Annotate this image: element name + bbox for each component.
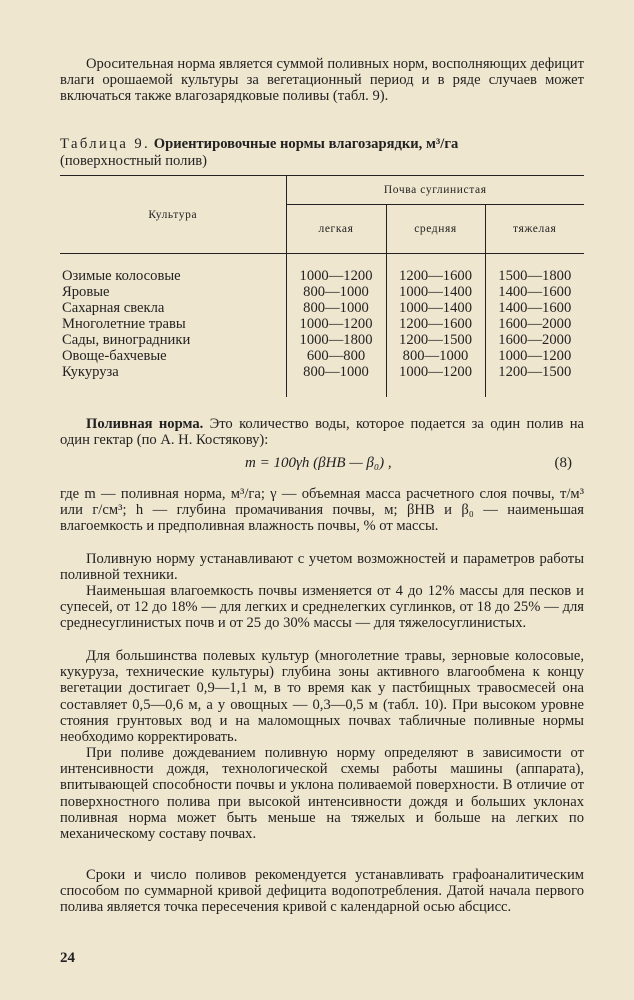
col-medium-header: средняя [386,205,485,254]
paragraph-3: Для большинства полевых культур (многолетние травы, зерновые колосовые, кукуруза, технические культуры) глубина зоны активного влагообмена к концу вегетации достигает 0,9—1,1 м, в то время как у пастбищных травосмесей она составляет 0,5—0,6 м, а у овощных — 0,3—0,5 м (табл. 10). При высоком уровне стояния грунтовых вод и на маломощных почвах табличные поливные нормы необходимо корректировать. [60,648,584,746]
where-paragraph: где m — поливная норма, м³/га; γ — объемная масса расчетного слоя почвы, т/м³ или г/см³; h — глубина промачивания почвы, м; βНВ и β₀ — наименьшая влагоемкость и предполивная влажность почвы, % от массы. [60,486,584,535]
table-cell: Кукуруза [62,364,119,380]
table-cell: 1000—1200 [498,348,572,364]
table-cell: 1200—1500 [498,364,572,380]
table-cell: 600—800 [306,348,366,364]
table-cell: 800—1000 [402,348,469,364]
table-cell: Озимые колосовые [62,268,181,284]
col-light-header: легкая [286,205,386,254]
table-cell: 1500—1800 [498,268,572,284]
table-cell: Сахарная свекла [62,300,165,316]
irrigation-norms-table [60,175,584,397]
paragraph-1: Поливную норму устанавливают с учетом возможностей и параметров работы поливной техники. [60,551,584,584]
paragraph-5: Сроки и число поливов рекомендуется устанавливать графоаналитическим способом по суммарной кривой дефицита водопотребления. Датой начала первого полива является точка пересечения кривой с календарной осью абсцисс. [60,867,584,916]
table-cell: 1200—1500 [399,332,472,348]
table-cell: 1200—1600 [399,316,472,332]
crop-column [60,254,286,398]
col-group-header: Почва суглинистая [286,176,584,205]
intro-paragraph: Оросительная норма является суммой поливных норм, восполняющих дефицит влаги орошаемой культуры за вегетационный период и в ряде случаев может включаться также влагозарядковые поливы (табл. 9). [60,56,584,105]
table-cell: 1000—1200 [299,316,373,332]
table-cell: Многолетние травы [62,316,186,332]
table-cell: 1000—1200 [399,364,472,380]
table-cell: 800—1000 [303,300,369,316]
paragraph-2: Наименьшая влагоемкость почвы изменяется от 4 до 12% массы для песков и супесей, от 12 до 18% — для легких и среднелегких суглинков, от 18 до 25% — для среднесуглинистых почв и от 25 до 30% массы — для тяжелосуглинистых. [60,583,584,632]
page-number: 24 [60,950,75,966]
table-cell: Овоще-бахчевые [62,348,167,364]
table-cell: Яровые [62,284,110,300]
table-cell: 1000—1200 [299,268,373,284]
polivnaya-paragraph [60,416,584,448]
formula-number: (8) [554,455,572,471]
table-cell: Сады, виноградники [62,332,191,348]
table-cell: 1400—1600 [498,284,572,300]
table-caption-sub: (поверхностный полив) [60,153,207,169]
table-cell: 800—1000 [303,284,369,300]
table-caption [60,136,584,170]
col-heavy-header: тяжелая [485,205,584,254]
formula-expression: m = 100γh (βНВ — β₀) , [245,455,392,471]
table-cell: 1000—1400 [399,300,472,316]
table-cell: 1600—2000 [498,332,572,348]
table-cell: 800—1000 [303,364,369,380]
table-caption-label: Таблица 9. [60,136,151,152]
table-cell: 1000—1400 [399,284,472,300]
table-caption-title: Ориентировочные нормы влагозарядки, м³/га [153,136,459,152]
section-runin-heading: Поливная норма. [86,416,204,432]
light-column [286,254,386,398]
paragraph-4: При поливе дождеванием поливную норму определяют в зависимости от интенсивности дождя, технологической схемы работы машины (аппарата), впитывающей способности почвы и уклона поливаемой поверхности. В отличие от поверхностного полива при высокой интенсивности дождя и больших уклонах поливная норма может быть меньше на тяжелых и больше на легких по механическому составу почвах. [60,745,584,843]
heavy-column [485,254,584,398]
table-cell: 1600—2000 [498,316,572,332]
table-cell: 1400—1600 [498,300,572,316]
polivnaya-text: Это количество воды, которое подается за один полив на один гектар (по А. Н. Костякову): [60,416,584,449]
table-cell: 1000—1800 [299,332,373,348]
table-cell: 1200—1600 [399,268,472,284]
medium-column [386,254,485,398]
col-crop-header: Культура [60,176,286,254]
